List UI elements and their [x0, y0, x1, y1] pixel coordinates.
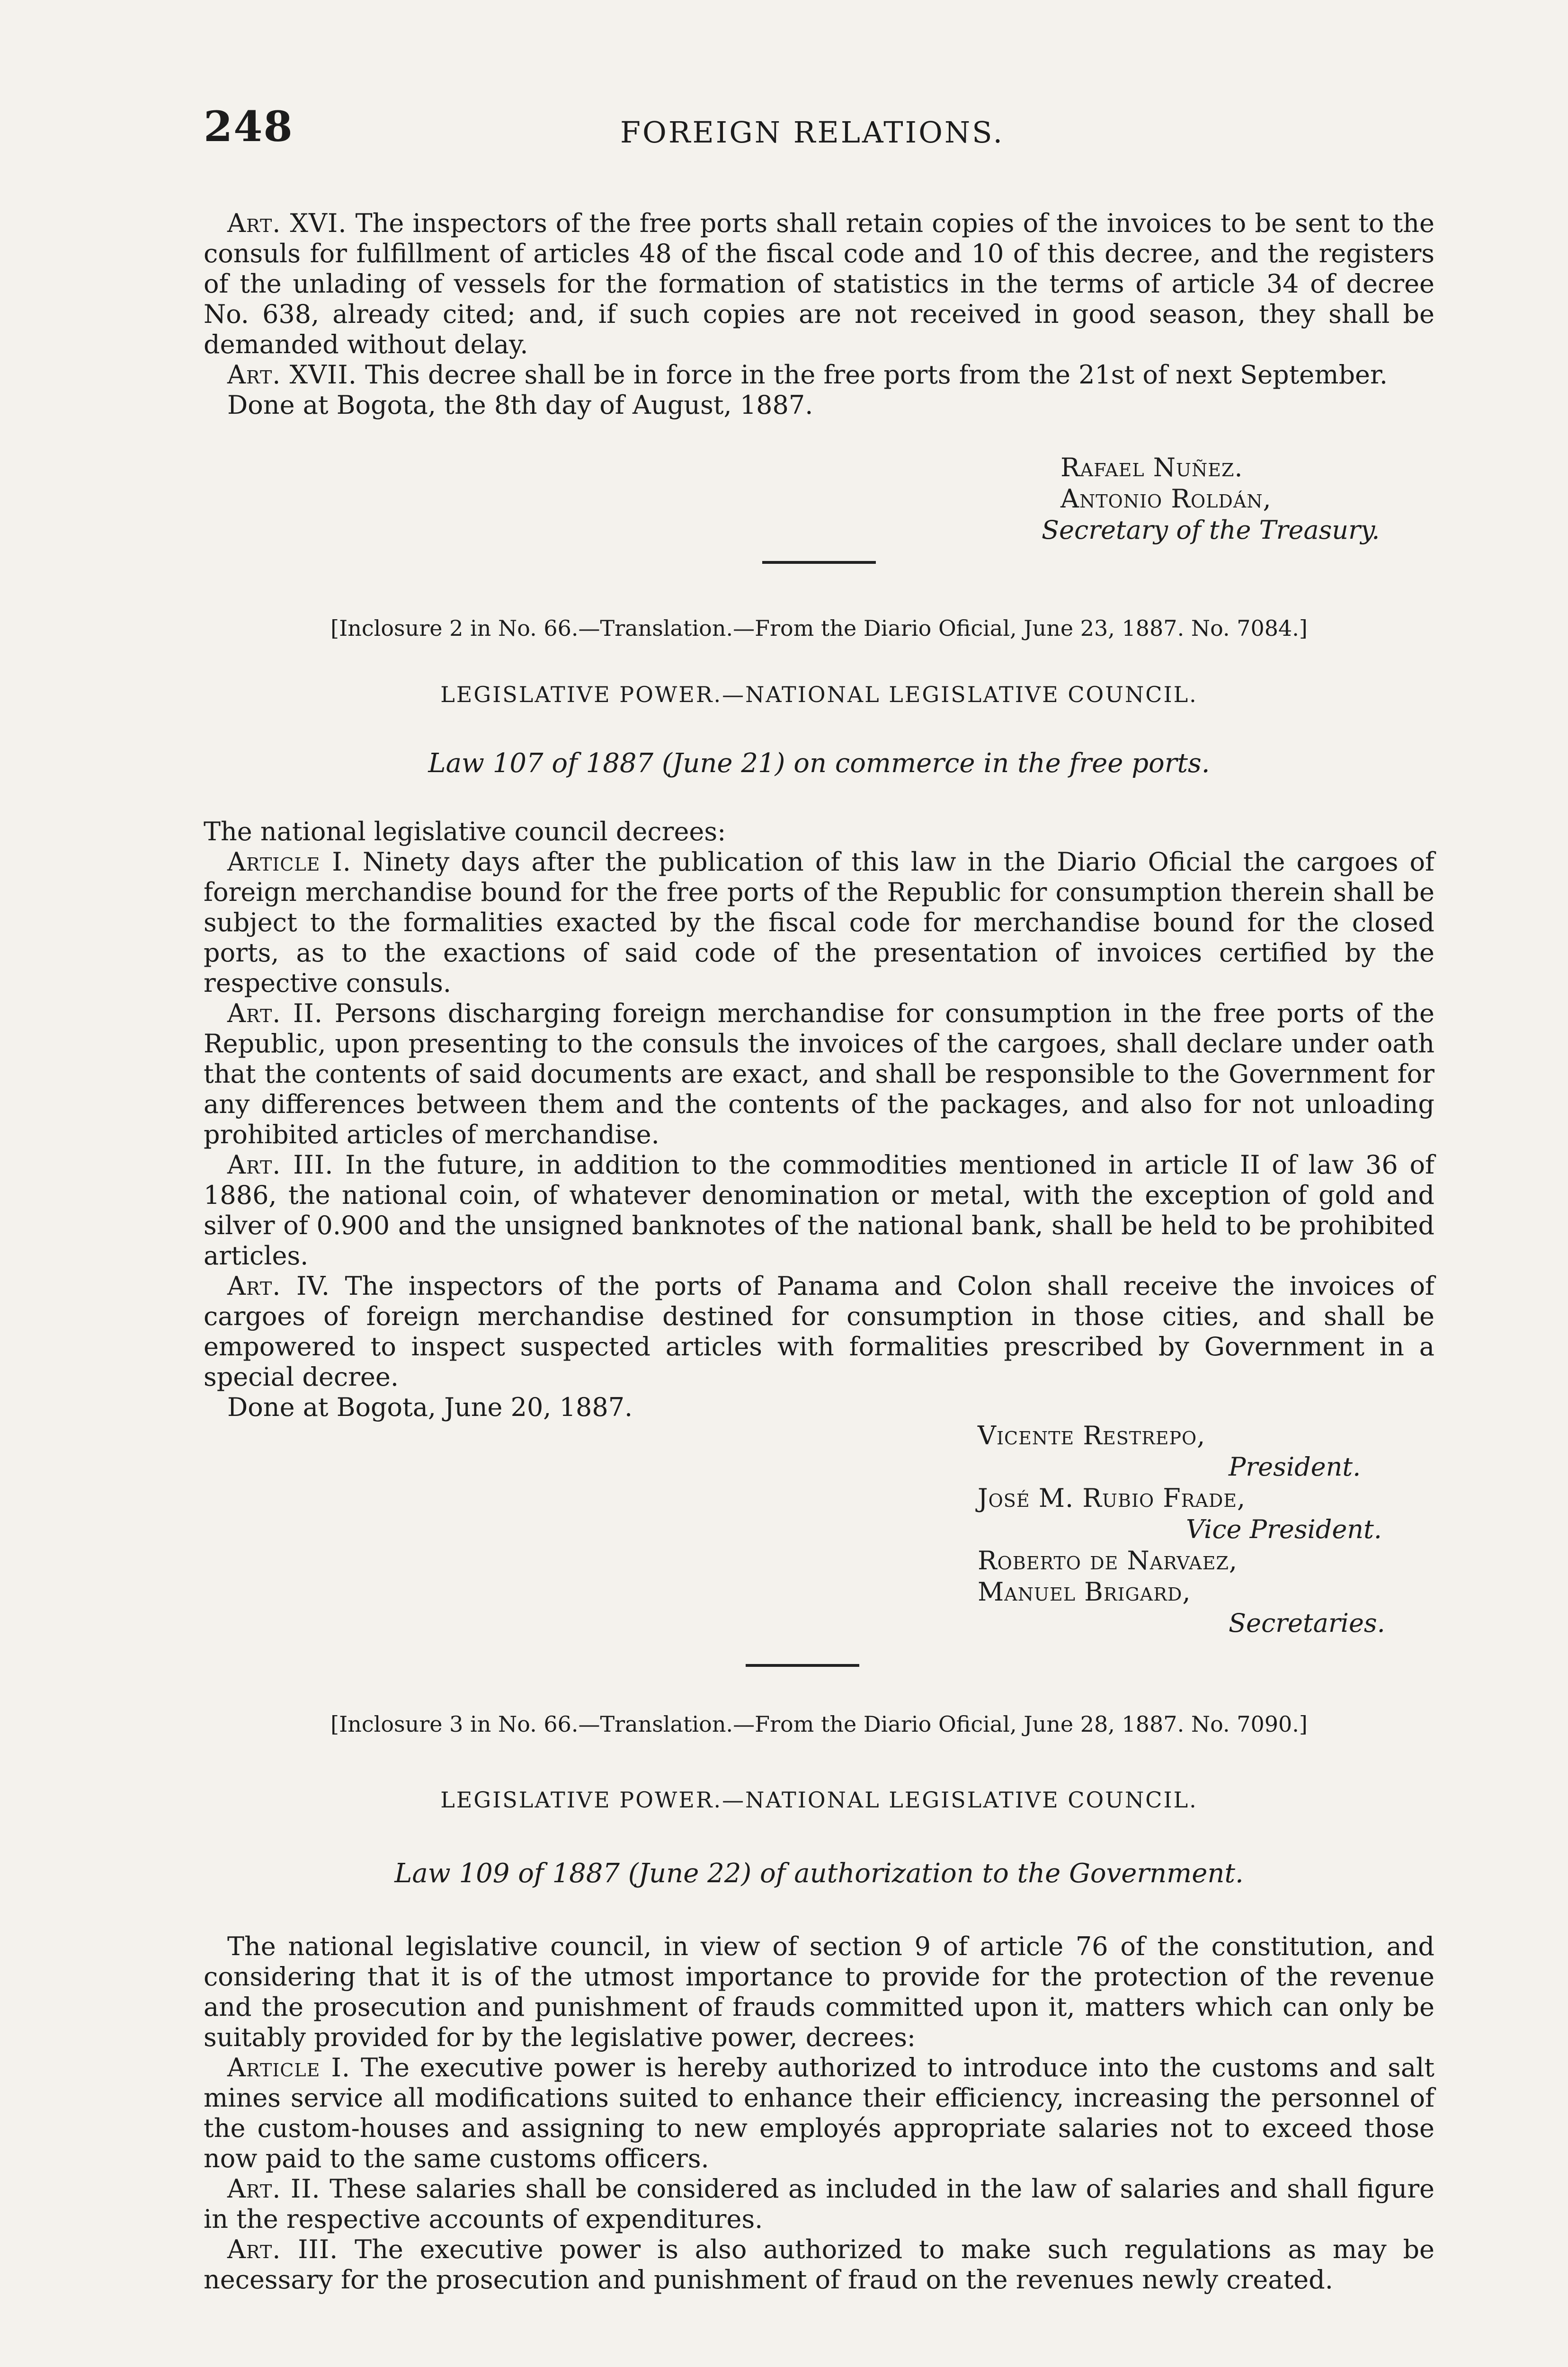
- article-xvii: Art. XVII. This decree shall be in force in the free ports from the 21st of next September.: [227, 360, 1388, 390]
- law-107-title: Law 107 of 1887 (June 21) on commerce in the free ports.: [428, 748, 1210, 779]
- treasury-signature: [1042, 452, 1380, 546]
- signatory-title: Secretary of the Treasury.: [1042, 515, 1380, 545]
- signatory-nunez: Rafael Nuñez.: [1060, 453, 1243, 482]
- page-number: 248: [204, 102, 294, 151]
- law-109-article-i: Article I. The executive power is hereby authorized to introduce into the customs and salt mines service all modifications suited to enhance their efficiency, increasing the personnel of the custom-houses and assigning to new employés appropriate salaries not to exceed those now paid to the same customs officers.: [204, 2053, 1434, 2173]
- signatory-restrepo-title: President.: [1229, 1452, 1361, 1482]
- decree-end-articles: [204, 208, 1434, 420]
- law-107-article-iv: Art. IV. The inspectors of the ports of Panama and Colon shall receive the invoices of cargoes of foreign merchandise destined for consumption in those cities, and shall be empowered to inspect suspected articles with formalities prescribed by Government in a special decree.: [204, 1271, 1435, 1392]
- running-head: FOREIGN RELATIONS.: [620, 115, 1005, 150]
- law-109-title: Law 109 of 1887 (June 22) of authorization to the Government.: [394, 1858, 1244, 1889]
- law-107-article-i: Article I. Ninety days after the publication of this law in the Diario Oficial the cargoes of foreign merchandise bound for the free ports of the Republic for consumption therein shall be subject to the formalities exacted by the fiscal code for merchandise bound for the closed ports, as to the exactions of said code of the presentation of invoices certified by the respective consuls.: [204, 847, 1434, 998]
- done-at-bogota-1: Done at Bogota, the 8th day of August, 1887.: [227, 390, 813, 420]
- inclosure-3-section-title: LEGISLATIVE POWER.—NATIONAL LEGISLATIVE COUNCIL.: [440, 1787, 1198, 1813]
- inclosure-3-note: [Inclosure 3 in No. 66.—Translation.—From the Diario Oficial, June 28, 1887. No. 7090.]: [330, 1711, 1308, 1737]
- section-divider-2: [746, 1664, 859, 1667]
- signatory-rubio: José M. Rubio Frade,: [978, 1483, 1246, 1513]
- section-divider: [762, 561, 876, 564]
- law-107-body: [204, 817, 1434, 1423]
- law-109-article-ii: Art. II. These salaries shall be considered as included in the law of salaries and shall figure in the respective accounts of expenditures.: [204, 2174, 1434, 2234]
- signatory-rubio-title: Vice President.: [1186, 1514, 1382, 1544]
- page-header: [204, 102, 1444, 168]
- council-signatures: [978, 1420, 1385, 1639]
- law-107-article-iii: Art. III. In the future, in addition to the commodities mentioned in article II of law 36 of 1886, the national coin, of whatever denomination or metal, with the exception of gold and silver of 0.900 and the unsigned banknotes of the national bank, shall be held to be prohibited articles.: [204, 1150, 1434, 1271]
- signatory-brigard: Manuel Brigard,: [978, 1577, 1191, 1607]
- inclosure-2-note: [Inclosure 2 in No. 66.—Translation.—From the Diario Oficial, June 23, 1887. No. 7084.]: [330, 615, 1308, 641]
- law-107-article-ii: Art. II. Persons discharging foreign merchandise for consumption in the free ports of the Republic, upon presenting to the consuls the invoices of the cargoes, shall declare under oath that the contents of said documents are exact, and shall be responsible to the Government for any differences between them and the contents of the packages, and also for not unloading prohibited articles of merchandise.: [204, 998, 1434, 1149]
- law-109-intro: The national legislative council, in view of section 9 of article 76 of the constitution, and considering that it is of the utmost importance to provide for the protection of the revenue and the prosecution and punishment of frauds committed upon it, matters which can only be suitably provided for by the legislative power, decrees:: [204, 1931, 1434, 2052]
- inclosure-2-section-title: LEGISLATIVE POWER.—NATIONAL LEGISLATIVE COUNCIL.: [440, 682, 1198, 707]
- signatory-secretaries-title: Secretaries.: [1229, 1608, 1385, 1638]
- signatory-narvaez: Roberto de Narvaez,: [978, 1546, 1238, 1575]
- signatory-restrepo: Vicente Restrepo,: [978, 1421, 1206, 1450]
- law-109-article-iii: Art. III. The executive power is also authorized to make such regulations as may be necessary for the prosecution and punishment of fraud on the revenues newly created.: [204, 2234, 1435, 2295]
- done-at-bogota-2: Done at Bogota, June 20, 1887.: [227, 1392, 633, 1422]
- law-109-body: [204, 1931, 1434, 2295]
- signatory-roldan: Antonio Roldán,: [1060, 484, 1272, 514]
- law-107-intro: The national legislative council decrees:: [204, 817, 726, 846]
- article-xvi: Art. XVI. The inspectors of the free ports shall retain copies of the invoices to be sent to the consuls for fulfillment of articles 48 of the fiscal code and 10 of this decree, and the registers of the unlading of vessels for the formation of statistics in the terms of article 34 of decree No. 638, already cited; and, if such copies are not received in good season, they shall be demanded without delay.: [204, 208, 1434, 359]
